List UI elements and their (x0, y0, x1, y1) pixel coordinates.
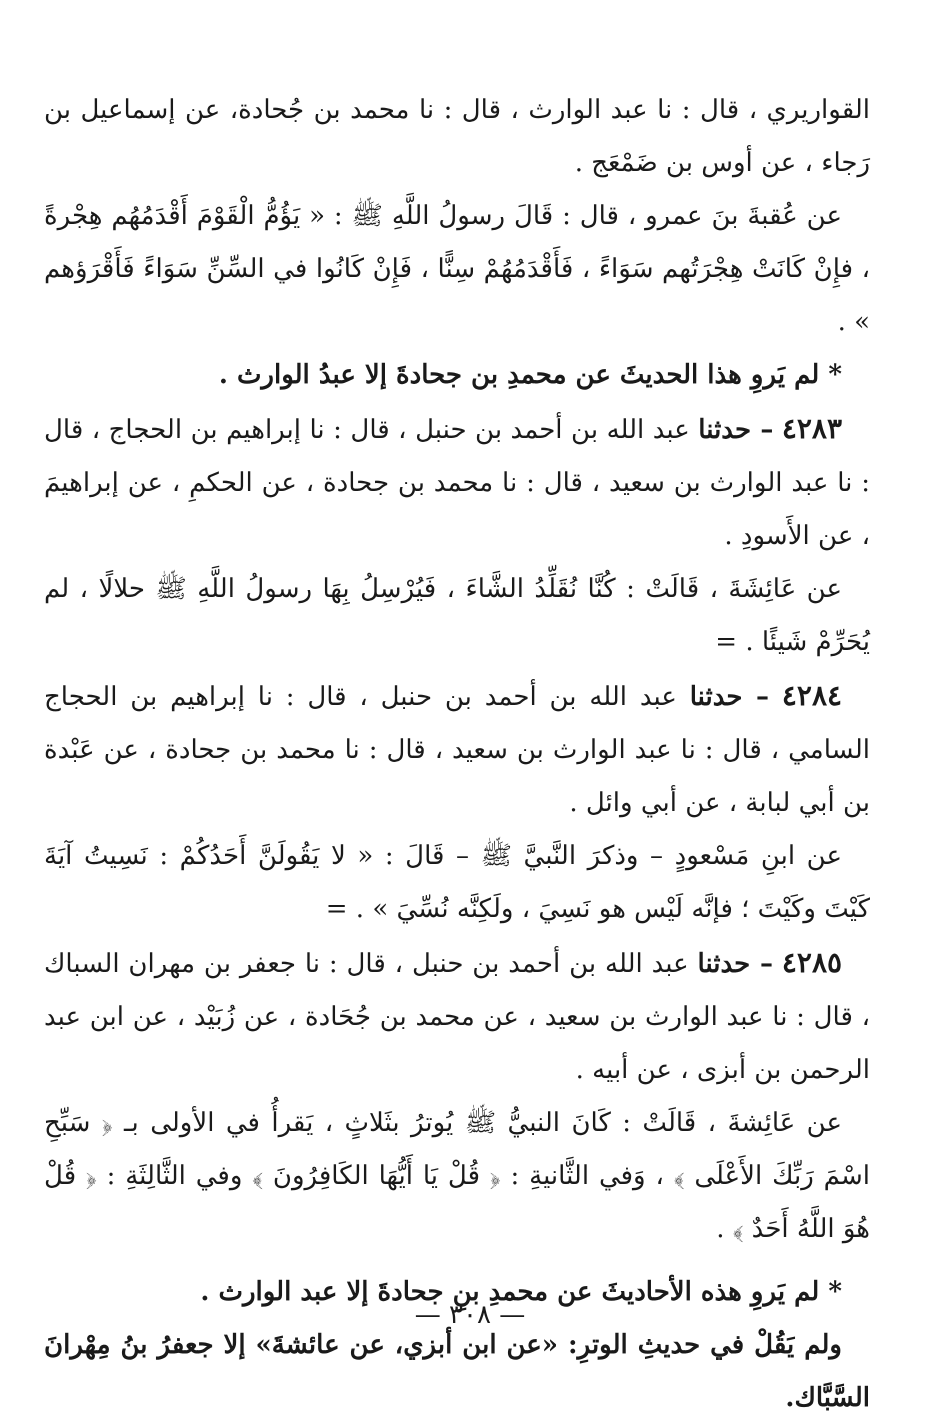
paragraph-text: عن عَائِشةَ ، قَالَتْ : كَانَ النبيُّ ﷺ يُوترُ بثَلاثٍ ، يَقرأُ في الأولى بـ ﴿ سَبِّحِ اسْمَ رَبِّكَ الأَعْلَى ﴾ ، وَفي الثَّانيةِ : ﴿ قُلْ يَا أَيُّهَا الكَافِرُونَ ﴾ وفي الثَّالِثَةِ : ﴿ قُلْ هُوَ اللَّهُ أَحَدٌ ﴾ . (44, 1108, 870, 1244)
paragraph-hadith-4283-isnad (44, 402, 870, 563)
lead-word: حدثنا (697, 949, 751, 979)
paragraph-text: القواريري ، قال : نا عبد الوارث ، قال : نا محمد بن جُحادة، عن إسماعيل بن رَجاء ، عن أوس بن ضَمْعَج . (44, 95, 870, 178)
hadith-number: ٤٢٨٣ (781, 412, 842, 445)
page-number: — ٣٠٨ — (414, 1300, 526, 1330)
paragraph-text: * لم يَروِ هذه الأحاديثَ عن محمدِ بنِ جحادةَ إلا عبد الوارث . (200, 1277, 842, 1307)
dash-separator: – (742, 682, 770, 712)
paragraph-hadith-4283-text (44, 563, 870, 669)
lead-word: حدثنا (698, 415, 752, 445)
dash-separator: – (751, 415, 774, 445)
paragraph-text: عن عُقبةَ بنَ عمرو ، قال : قَالَ رسولُ اللَّهِ ﷺ : « يَؤُمُّ الْقَوْمَ أَقْدَمُهُم هِجْرةً ، فإِنْ كَانَتْ هِجْرَتُهم سَوَاءً ، فَأَقْدَمُهُمْ سِنًّا ، فَإِنْ كَانُوا في السِّنِّ سَوَاءً فَأَقْرَؤهم » . (44, 201, 870, 337)
paragraph-text: عن عَائِشَةَ ، قَالَتْ : كُنَّا نُقَلِّدُ الشَّاءَ ، فَيُرْسِلُ بِهَا رسولُ اللَّهِ ﷺ حلالًا ، لم يُحَرِّمْ شَيئًا . = (44, 574, 870, 657)
paragraph-hadith-text (44, 190, 870, 349)
document-page (44, 84, 870, 1425)
paragraph-hadith-4285-text (44, 1097, 870, 1256)
paragraph-text: عبد الله بن أحمد بن حنبل ، قال : نا جعفر بن مهران السباك ، قال : نا عبد الوارث بن سعيد ، عن محمد بن جُحَادة ، عن زُبَيْد ، عن ابن عبد الرحمن بن أبزى ، عن أبيه . (44, 949, 870, 1085)
paragraph-commentary-note (44, 1319, 870, 1425)
paragraph-hadith-4284-isnad (44, 669, 870, 830)
paragraph-text: ولم يَقُلْ في حديثِ الوترِ: «عن ابن أبزي، عن عائشةَ» إلا جعفرُ بنُ مِهْرانَ السَّبَّاك. (44, 1330, 870, 1413)
lead-word: حدثنا (689, 682, 743, 712)
hadith-number: ٤٢٨٤ (781, 679, 843, 712)
paragraph-isnad-continuation (44, 84, 870, 190)
dash-separator: – (750, 949, 773, 979)
paragraph-text: عبد الله بن أحمد بن حنبل ، قال : نا إبراهيم بن الحجاج السامي ، قال : نا عبد الوارث بن سعيد ، قال : نا محمد بن جحادة ، عن عَبْدة بن أبي لبابة ، عن أبي وائل . (44, 682, 870, 818)
hadith-number: ٤٢٨٥ (781, 946, 843, 979)
paragraph-hadith-4285-isnad (44, 936, 870, 1097)
paragraph-hadith-4284-text (44, 830, 870, 936)
paragraph-commentary-note (44, 349, 870, 402)
paragraph-text: عبد الله بن أحمد بن حنبل ، قال : نا إبراهيم بن الحجاج ، قال : نا عبد الوارث بن سعيد ، قال : نا محمد بن جحادة ، عن الحكمِ ، عن إبراهيمَ ، عن الأَسودِ . (44, 415, 870, 551)
paragraph-text: * لم يَروِ هذا الحديثَ عن محمدِ بن جحادةَ إلا عبدُ الوارث . (218, 360, 842, 390)
paragraph-text: عن ابنِ مَسْعودٍ – وذكرَ النَّبيَّ ﷺ – قَالَ : « لا يَقُولَنَّ أَحَدُكُمْ : نَسِيتُ آيَةَ كَيْتَ وكَيْتَ ؛ فإنَّه لَيْس هو نَسِيَ ، ولَكِنَّه نُسِّيَ » . = (44, 841, 870, 924)
